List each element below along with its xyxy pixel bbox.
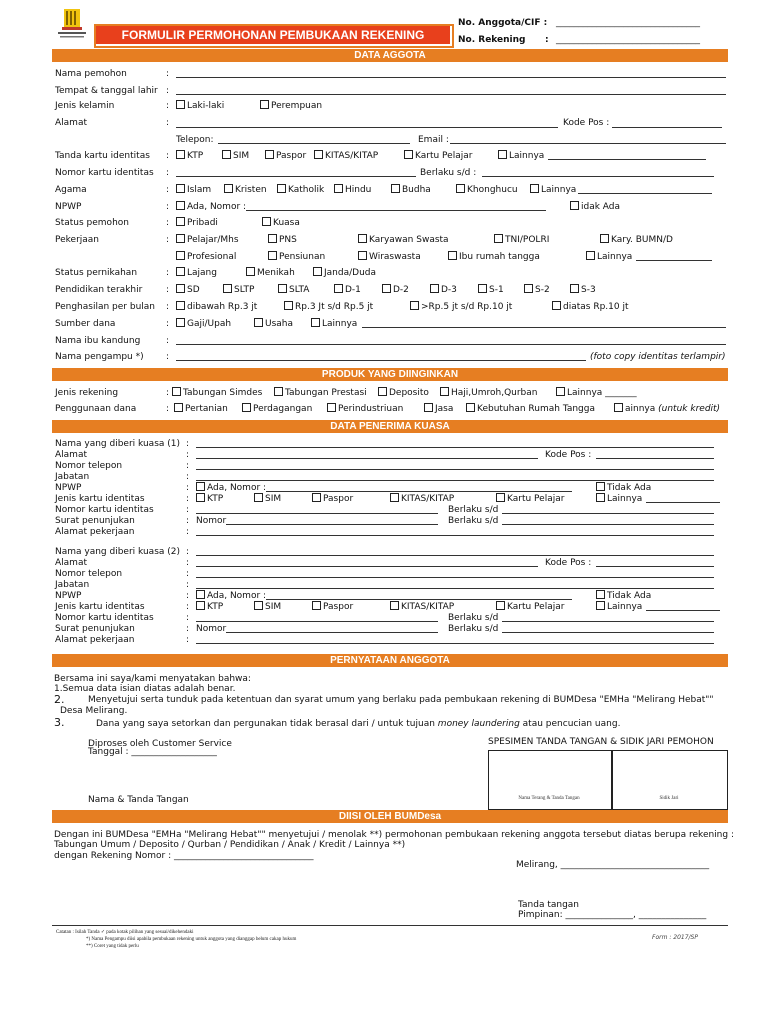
colon: : (186, 558, 190, 568)
section-data-anggota: DATA AGGOTA (52, 49, 728, 62)
pendidikan-s2-checkbox[interactable]: S-2 (524, 285, 550, 295)
kartu-paspor-checkbox[interactable]: Paspor (265, 151, 306, 161)
kuasa-1-nama-field[interactable] (196, 447, 714, 448)
agama-khonghucu-checkbox[interactable]: Khonghucu (456, 185, 518, 195)
guna-industri-checkbox[interactable]: Perindustriuan (327, 404, 403, 414)
npwp-ada-checkbox[interactable]: Ada, Nomor : (176, 202, 246, 212)
colon: : (186, 461, 190, 471)
label-penggunaan: Penggunaan dana (55, 404, 137, 414)
anggota-cif-label: No. Anggota/CIF : (458, 18, 548, 28)
footer-note-1: *) Nama Pengampu diisi apabila pembukaan rekening untuk anggota yang dianggap belum cakap hukum (86, 937, 297, 942)
kuasa-1-alamat-field[interactable] (196, 458, 538, 459)
label-pendidikan: Pendidikan terakhir (55, 285, 143, 295)
colon: : (186, 483, 190, 493)
label-ibu-kandung: Nama ibu kandung (55, 336, 141, 346)
label-alamat: Alamat (55, 118, 87, 128)
guna-perdagangan-checkbox[interactable]: Perdagangan (242, 404, 312, 414)
bumdes-logo (54, 6, 90, 42)
sumber-lainnya-checkbox[interactable]: Lainnya (311, 319, 357, 329)
label-kode-pos: Kode Pos : (545, 558, 592, 568)
rekening-label: No. Rekening (458, 35, 526, 45)
kuasa-2-jabatan-field[interactable] (196, 588, 714, 589)
colon: : (166, 388, 170, 398)
pendidikan-s3-checkbox[interactable]: S-3 (570, 285, 596, 295)
colon: : (186, 569, 190, 579)
rekening-colon: : (545, 35, 549, 45)
colon: : (186, 516, 190, 526)
label-alamat-kerja: Alamat pekerjaan (55, 635, 135, 645)
signature-box[interactable] (488, 750, 612, 810)
kuasa-1-paspor-checkbox[interactable]: Paspor (312, 494, 353, 504)
colon: : (166, 285, 170, 295)
agama-hindu-checkbox[interactable]: Hindu (334, 185, 371, 195)
rekening-field[interactable]: ________________________________ (556, 35, 700, 45)
pernyataan-item-1: 1.Semua data isian diatas adalah benar. (54, 684, 236, 694)
colon: : (166, 319, 170, 329)
pendidikan-d2-checkbox[interactable]: D-2 (382, 285, 409, 295)
label-telepon: Nomor telepon (55, 461, 123, 471)
kuasa-1-jabatan-field[interactable] (196, 480, 714, 481)
footer-note-2: **) Coret yang tidak perlu (86, 944, 139, 949)
colon: : (166, 336, 170, 346)
agama-budha-checkbox[interactable]: Budha (391, 185, 431, 195)
rek-lainnya-checkbox[interactable]: Lainnya _______ (556, 388, 637, 398)
pendidikan-sd-checkbox[interactable]: SD (176, 285, 200, 295)
pekerjaan-bumn-checkbox[interactable]: Kary. BUMN/D (600, 235, 673, 245)
agama-lainnya-field[interactable] (578, 193, 712, 194)
label-alamat-kerja: Alamat pekerjaan (55, 527, 135, 537)
kuasa-2-surat-field[interactable] (226, 632, 438, 633)
diproses-label: Diproses oleh Customer Service (88, 739, 232, 749)
label-penghasilan: Penghasilan per bulan (55, 302, 155, 312)
label-surat: Surat penunjukan (55, 516, 135, 526)
pernyataan-item-2: Menyetujui serta tunduk pada ketentuan dan syarat umum yang berlaku pada pembukaan rekening di BUMDesa "EMHa "Melirang Hebat"" (88, 695, 714, 705)
fingerprint-box-label: Sidik Jari (659, 796, 679, 801)
colon: : (186, 439, 190, 449)
footer-catatan: Catatan : Isilah Tanda ✓ pada kotak pilihan yang sesuai/dikehendaki (56, 930, 194, 935)
kuasa-1-kitas-checkbox[interactable]: KITAS/KITAP (390, 494, 454, 504)
label-email: Email : (418, 135, 449, 145)
colon: : (166, 218, 170, 228)
colon: : (186, 505, 190, 515)
kuasa-1-lainnya-checkbox[interactable]: Lainnya (596, 494, 642, 504)
sumber-lainnya-field[interactable] (362, 327, 726, 328)
sumber-usaha-checkbox[interactable]: Usaha (254, 319, 293, 329)
kartu-pelajar-checkbox[interactable]: Kartu Pelajar (404, 151, 472, 161)
label-jenis-rekening: Jenis rekening (55, 388, 119, 398)
pimpinan-field[interactable]: Pimpinan: _______________, _______________ (518, 910, 707, 920)
guna-pertanian-checkbox[interactable]: Pertanian (174, 404, 228, 414)
label-ttl: Tempat & tanggal lahir (55, 86, 158, 96)
kuasa-1-lainnya-field[interactable] (646, 502, 720, 503)
kuasa-2-nomor-field[interactable] (196, 621, 438, 622)
kuasa-1-alamat-kerja-field[interactable] (196, 535, 714, 536)
kuasa-1-telepon-field[interactable] (196, 469, 714, 470)
npwp-nomor-field[interactable] (246, 210, 546, 211)
checkbox-icon (176, 100, 185, 109)
colon: : (166, 202, 170, 212)
nikah-menikah-checkbox[interactable]: Menikah (246, 268, 295, 278)
kuasa-2-npwp-ada-checkbox[interactable]: Ada, Nomor : (196, 591, 266, 601)
sumber-gaji-checkbox[interactable]: Gaji/Upah (176, 319, 231, 329)
nomor-kartu-field[interactable] (176, 176, 416, 177)
section-pernyataan: PERNYATAAN ANGGOTA (52, 654, 728, 667)
kuasa-2-ktp-checkbox[interactable]: KTP (196, 602, 223, 612)
rek-deposito-checkbox[interactable]: Deposito (378, 388, 429, 398)
label-pernikahan: Status pernikahan (55, 268, 138, 278)
colon: : (186, 494, 190, 504)
guna-rt-checkbox[interactable]: Kebutuhan Rumah Tangga (466, 404, 595, 414)
colon: : (166, 151, 170, 161)
signature-box-label: Nama Terang & Tanda Tangan (518, 796, 580, 801)
label-nomor-kartu: Nomor kartu identitas (55, 505, 154, 515)
kuasa-2-pelajar-checkbox[interactable]: Kartu Pelajar (496, 602, 564, 612)
label-berlaku: Berlaku s/d (448, 516, 499, 526)
npwp-tidak-checkbox[interactable]: idak Ada (570, 202, 620, 212)
agama-lainnya-checkbox[interactable]: Lainnya (530, 185, 576, 195)
colon: : (166, 302, 170, 312)
colon: : (186, 450, 190, 460)
colon: : (166, 235, 170, 245)
label-kuasa-2: Nama yang diberi kuasa (2) (55, 547, 181, 557)
kartu-lainnya-field[interactable] (548, 159, 706, 160)
kuasa-1-sim-checkbox[interactable]: SIM (254, 494, 281, 504)
guna-lainnya-checkbox[interactable]: ainnya (untuk kredit) (614, 404, 720, 414)
pekerjaan-profesional-checkbox[interactable]: Profesional (176, 252, 236, 262)
rek-haji-checkbox[interactable]: Haji,Umroh,Qurban (440, 388, 538, 398)
checkbox-icon (260, 100, 269, 109)
label-kartu: Jenis kartu identitas (55, 602, 145, 612)
kuasa-2-nama-field[interactable] (196, 555, 714, 556)
label-berlaku: Berlaku s/d : (420, 168, 477, 178)
colon: : (186, 602, 190, 612)
colon: : (166, 268, 170, 278)
kuasa-2-lainnya-checkbox[interactable]: Lainnya (596, 602, 642, 612)
label-kode-pos: Kode Pos : (563, 118, 610, 128)
kuasa-1-ktp-checkbox[interactable]: KTP (196, 494, 223, 504)
form-title-text: FORMULIR PERMOHONAN PEMBUKAAN REKENING (121, 28, 425, 42)
kuasa-2-alamat-kerja-field[interactable] (196, 643, 714, 644)
label-telepon: Nomor telepon (55, 569, 123, 579)
colon: : (166, 69, 170, 79)
berlaku-field[interactable] (482, 176, 714, 177)
label-status-pemohon: Status pemohon (55, 218, 129, 228)
pendidikan-d1-checkbox[interactable]: D-1 (334, 285, 361, 295)
pernyataan-intro: Bersama ini saya/kami menyatakan bahwa: (54, 674, 251, 684)
pendidikan-sltp-checkbox[interactable]: SLTP (223, 285, 254, 295)
pernyataan-num-3: 3. (54, 716, 65, 729)
melirang-date-field[interactable]: Melirang, _________________________________ (516, 860, 710, 870)
label-nomor-kartu: Nomor kartu identitas (55, 168, 154, 178)
colon: : (186, 580, 190, 590)
kuasa-1-kodepos-field[interactable] (596, 458, 714, 459)
kuasa-1-berlaku-field[interactable] (502, 513, 714, 514)
telepon-field[interactable] (218, 143, 410, 144)
kuasa-1-npwp-ada-checkbox[interactable]: Ada, Nomor : (196, 483, 266, 493)
label-kuasa-1: Nama yang diberi kuasa (1) (55, 439, 181, 449)
pekerjaan-pensiunan-checkbox[interactable]: Pensiunan (268, 252, 325, 262)
pernyataan-num-2: 2. (54, 693, 65, 706)
penghasilan-1-checkbox[interactable]: dibawah Rp.3 jt (176, 302, 257, 312)
label-pekerjaan: Pekerjaan (55, 235, 100, 245)
label-jabatan: Jabatan (55, 580, 90, 590)
section-penerima-kuasa: DATA PENERIMA KUASA (52, 420, 728, 433)
kuasa-2-alamat-field[interactable] (196, 566, 538, 567)
label-kode-pos: Kode Pos : (545, 450, 592, 460)
kode-pos-field[interactable] (612, 127, 722, 128)
colon: : (166, 352, 170, 362)
label-surat: Surat penunjukan (55, 624, 135, 634)
kuasa-2-npwp-tidak-checkbox[interactable]: Tidak Ada (596, 591, 651, 601)
kuasa-2-lainnya-field[interactable] (646, 610, 720, 611)
pekerjaan-irt-checkbox[interactable]: Ibu rumah tangga (448, 252, 540, 262)
bumdes-line-3: dengan Rekening Nomor : _______________________________ (54, 851, 314, 861)
label-npwp: NPWP (55, 483, 82, 493)
pekerjaan-tni-checkbox[interactable]: TNI/POLRI (494, 235, 549, 245)
pekerjaan-pelajar-checkbox[interactable]: Pelajar/Mhs (176, 235, 239, 245)
rek-simdes-checkbox[interactable]: Tabungan Simdes (172, 388, 262, 398)
pernyataan-item-3: Dana yang saya setorkan dan pergunakan tidak berasal dari / untuk tujuan money laundering atau pencucian uang. (96, 719, 621, 729)
status-pribadi-checkbox[interactable]: Pribadi (176, 218, 218, 228)
penghasilan-4-checkbox[interactable]: diatas Rp.10 jt (552, 302, 629, 312)
label-sumber-dana: Sumber dana (55, 319, 116, 329)
kuasa-2-kodepos-field[interactable] (596, 566, 714, 567)
label-berlaku: Berlaku s/d (448, 613, 499, 623)
kartu-lainnya-checkbox[interactable]: Lainnya (498, 151, 544, 161)
pekerjaan-pns-checkbox[interactable]: PNS (268, 235, 297, 245)
colon: : (166, 118, 170, 128)
bumdes-line-1: Dengan ini BUMDesa "EMHa "Melirang Hebat"" menyetujui / menolak **) permohonan pembukaan rekening anggota tersebut diatas berupa rekening : (54, 830, 734, 840)
colon: : (166, 101, 170, 111)
section-produk: PRODUK YANG DIINGINKAN (52, 368, 728, 381)
status-kuasa-checkbox[interactable]: Kuasa (262, 218, 300, 228)
tanda-tangan-label: Tanda tangan (518, 900, 579, 910)
pekerjaan-swasta-checkbox[interactable]: Karyawan Swasta (358, 235, 449, 245)
agama-katholik-checkbox[interactable]: Katholik (277, 185, 324, 195)
kuasa-1-npwp-field[interactable] (266, 491, 572, 492)
kartu-ktp-checkbox[interactable]: KTP (176, 151, 203, 161)
kartu-kitas-checkbox[interactable]: KITAS/KITAP (314, 151, 378, 161)
label-alamat: Alamat (55, 450, 87, 460)
kuasa-1-surat-berlaku-field[interactable] (502, 524, 714, 525)
label-berlaku: Berlaku s/d (448, 505, 499, 515)
ttl-field[interactable] (176, 94, 726, 95)
jk-laki-checkbox[interactable]: Laki-laki (176, 101, 224, 111)
label-surat-nomor: Nomor (196, 624, 227, 634)
label-kartu: Jenis kartu identitas (55, 494, 145, 504)
kuasa-2-surat-berlaku-field[interactable] (502, 632, 714, 633)
label-surat-nomor: Nomor (196, 516, 227, 526)
pengampu-field[interactable] (176, 360, 586, 361)
pekerjaan-wiraswasta-checkbox[interactable]: Wiraswasta (358, 252, 421, 262)
penghasilan-2-checkbox[interactable]: Rp.3 Jt s/d Rp.5 jt (284, 302, 373, 312)
label-jabatan: Jabatan (55, 472, 90, 482)
kuasa-1-nomor-field[interactable] (196, 513, 438, 514)
label-berlaku: Berlaku s/d (448, 624, 499, 634)
label-npwp: NPWP (55, 202, 82, 212)
colon: : (166, 86, 170, 96)
pendidikan-s1-checkbox[interactable]: S-1 (478, 285, 504, 295)
label-npwp: NPWP (55, 591, 82, 601)
kuasa-2-telepon-field[interactable] (196, 577, 714, 578)
label-jenis-kelamin: Jenis kelamin (55, 101, 115, 111)
nama-ttd-label: Nama & Tanda Tangan (88, 795, 189, 805)
colon: : (186, 635, 190, 645)
nama-pemohon-field[interactable] (176, 77, 726, 78)
pendidikan-slta-checkbox[interactable]: SLTA (278, 285, 309, 295)
label-alamat: Alamat (55, 558, 87, 568)
kuasa-2-paspor-checkbox[interactable]: Paspor (312, 602, 353, 612)
anggota-cif-field[interactable]: ________________________________ (556, 18, 700, 28)
jk-perempuan-checkbox[interactable]: Perempuan (260, 101, 322, 111)
penghasilan-3-checkbox[interactable]: >Rp.5 jt s/d Rp.10 jt (410, 302, 512, 312)
pekerjaan-lainnya-field[interactable] (636, 260, 712, 261)
pengampu-note: (foto copy identitas terlampir) (590, 352, 726, 362)
alamat-field[interactable] (176, 127, 558, 128)
kuasa-1-pelajar-checkbox[interactable]: Kartu Pelajar (496, 494, 564, 504)
kuasa-2-sim-checkbox[interactable]: SIM (254, 602, 281, 612)
colon: : (186, 527, 190, 537)
guna-jasa-checkbox[interactable]: Jasa (424, 404, 453, 414)
kuasa-2-npwp-field[interactable] (266, 599, 572, 600)
colon: : (166, 168, 170, 178)
label-nomor-kartu: Nomor kartu identitas (55, 613, 154, 623)
colon: : (166, 404, 170, 414)
kuasa-1-surat-field[interactable] (226, 524, 438, 525)
colon: : (186, 613, 190, 623)
footer-divider (52, 925, 728, 926)
pekerjaan-lainnya-checkbox[interactable]: Lainnya (586, 252, 632, 262)
section-bumdes: DIISI OLEH BUMDesa (52, 810, 728, 823)
tanggal-field[interactable]: Tanggal : ___________________ (88, 747, 217, 757)
label-agama: Agama (55, 185, 87, 195)
kuasa-2-berlaku-field[interactable] (502, 621, 714, 622)
bumdes-line-2: Tabungan Umum / Deposito / Qurban / Pendidikan / Anak / Kredit / Lainnya **) (54, 840, 406, 850)
rek-prestasi-checkbox[interactable]: Tabungan Prestasi (274, 388, 367, 398)
email-field[interactable] (450, 143, 726, 144)
label-nama-pemohon: Nama pemohon (55, 69, 127, 79)
colon: : (186, 547, 190, 557)
kartu-sim-checkbox[interactable]: SIM (222, 151, 249, 161)
label-kartu: Tanda kartu identitas (55, 151, 150, 161)
pernyataan-item-2-cont: Desa Melirang. (60, 706, 128, 716)
kuasa-2-kitas-checkbox[interactable]: KITAS/KITAP (390, 602, 454, 612)
nikah-lajang-checkbox[interactable]: Lajang (176, 268, 217, 278)
pendidikan-d3-checkbox[interactable]: D-3 (430, 285, 457, 295)
fingerprint-box[interactable] (612, 750, 728, 810)
spesimen-title: SPESIMEN TANDA TANGAN & SIDIK JARI PEMOHON (488, 737, 714, 747)
nikah-janda-checkbox[interactable]: Janda/Duda (313, 268, 376, 278)
colon: : (166, 185, 170, 195)
agama-kristen-checkbox[interactable]: Kristen (224, 185, 267, 195)
ibu-kandung-field[interactable] (176, 344, 726, 345)
kuasa-1-npwp-tidak-checkbox[interactable]: Tidak Ada (596, 483, 651, 493)
agama-islam-checkbox[interactable]: Islam (176, 185, 211, 195)
colon: : (186, 472, 190, 482)
label-telepon: Telepon: (176, 135, 214, 145)
colon: : (186, 591, 190, 601)
label-pengampu: Nama pengampu *) (55, 352, 144, 362)
form-number: Form : 2017/SP (652, 934, 698, 941)
colon: : (186, 624, 190, 634)
